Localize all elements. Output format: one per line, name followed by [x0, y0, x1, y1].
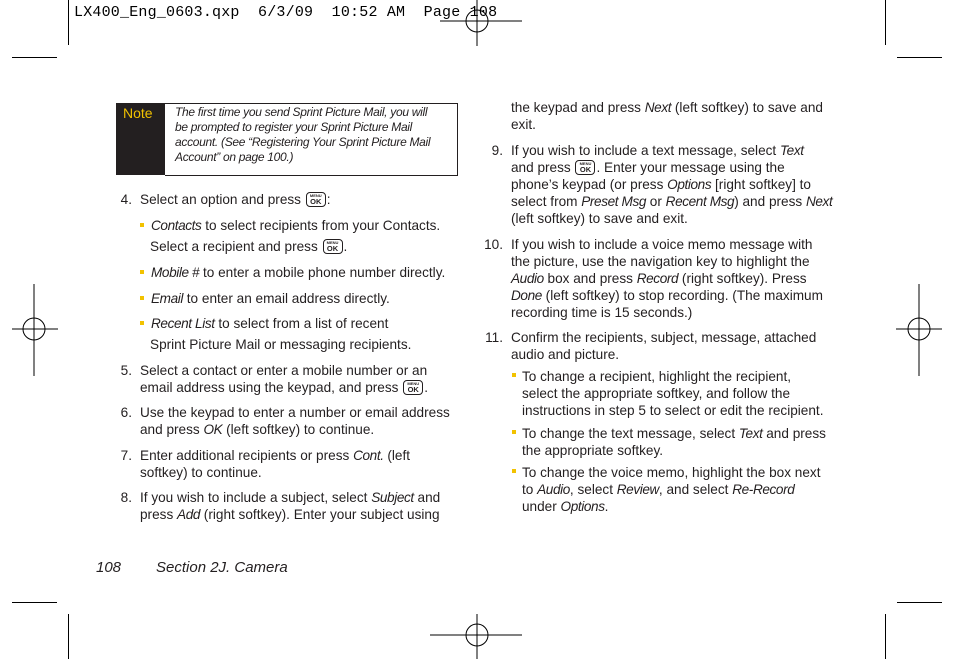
registration-mark-top-icon	[440, 0, 530, 48]
crop-mark	[68, 0, 69, 45]
crop-mark	[897, 602, 942, 603]
bullet-icon	[140, 296, 144, 300]
step-number: 11.	[485, 330, 503, 345]
crop-mark	[12, 57, 57, 58]
crop-mark	[897, 57, 942, 58]
page-number: 108	[96, 559, 122, 576]
step-8: If you wish to include a subject, select Subject and press Add (right softkey). Enter your subject using	[140, 490, 441, 522]
step-10: If you wish to include a voice memo message with the picture, use the navigation key to highlight the Audio box and press Record (right softkey). Press Done (left softkey) to stop recording. (The maximum recording time is 15 seconds.)	[511, 237, 823, 320]
step-number: 10.	[484, 237, 503, 252]
step-number: 5.	[120, 363, 132, 378]
note-text: The first time you send Sprint Picture Mail, you will be prompted to register your Sprint Picture Mail account. (See “Registering Your Sprint Picture Mail Account” on page 100.)	[175, 105, 431, 164]
crop-mark	[885, 614, 886, 659]
bullet-icon	[512, 430, 516, 434]
step-number: 8.	[120, 490, 132, 505]
option-recent-list-line2: Sprint Picture Mail or messaging recipients.	[150, 337, 412, 352]
print-slug: LX400_Eng_0603.qxp 6/3/09 10:52 AM Page 108	[74, 4, 498, 21]
crop-mark	[885, 0, 886, 45]
registration-mark-left-icon	[12, 284, 58, 376]
bullet-icon	[512, 469, 516, 473]
bullet-icon	[512, 373, 516, 377]
bullet-icon	[140, 270, 144, 274]
option-contacts: Contacts to select recipients from your Contacts.	[151, 218, 441, 233]
registration-mark-right-icon	[896, 284, 942, 376]
step-11: Confirm the recipients, subject, message, attached audio and picture.	[511, 330, 817, 362]
registration-mark-bottom-icon	[430, 614, 526, 659]
option-contacts-line2: Select a recipient and press MENU OK .	[150, 239, 348, 254]
option-email: Email to enter an email address directly.	[151, 291, 390, 306]
step-8-continued: the keypad and press Next (left softkey) to save and exit.	[511, 100, 823, 132]
option-recent-list: Recent List to select from a list of recent	[151, 316, 389, 331]
step-6: Use the keypad to enter a number or email address and press OK (left softkey) to continue.	[140, 405, 450, 437]
crop-mark	[68, 614, 69, 659]
menu-ok-key-icon: MENU OK	[575, 160, 595, 175]
sub-bullet-text-message: To change the text message, select Text and press the appropriate softkey.	[522, 426, 826, 458]
menu-ok-key-icon: MENU OK	[306, 192, 326, 207]
step-number: 9.	[491, 143, 503, 158]
step-5: Select a contact or enter a mobile number or an email address using the keypad, and press MENU OK .	[140, 363, 428, 395]
section-title: Section 2J. Camera	[156, 559, 288, 576]
bullet-icon	[140, 321, 144, 325]
menu-ok-key-icon: MENU OK	[403, 380, 423, 395]
step-9: If you wish to include a text message, select Text and press MENU OK . Enter your message using the phone’s keypad (or press Options [right softkey] to select from Preset Msg or Recent Msg) and press Next (left softkey) to save and exit.	[511, 143, 833, 226]
bullet-icon	[140, 223, 144, 227]
note-label: Note	[123, 105, 153, 121]
sub-bullet-voice-memo: To change the voice memo, highlight the box next to Audio, select Review, and select Re-Record under Options.	[522, 465, 821, 514]
crop-mark	[12, 602, 57, 603]
step-number: 6.	[120, 405, 132, 420]
step-number: 4.	[120, 192, 132, 207]
option-mobile: Mobile # to enter a mobile phone number directly.	[151, 265, 446, 280]
step-7: Enter additional recipients or press Cont. (left softkey) to continue.	[140, 448, 411, 480]
menu-ok-key-icon: MENU OK	[323, 239, 343, 254]
step-4: Select an option and press MENU OK :	[140, 192, 331, 207]
sub-bullet-recipient: To change a recipient, highlight the recipient, select the appropriate softkey, and follow the instructions in step 5 to select or edit the recipient.	[522, 369, 824, 418]
step-number: 7.	[120, 448, 132, 463]
